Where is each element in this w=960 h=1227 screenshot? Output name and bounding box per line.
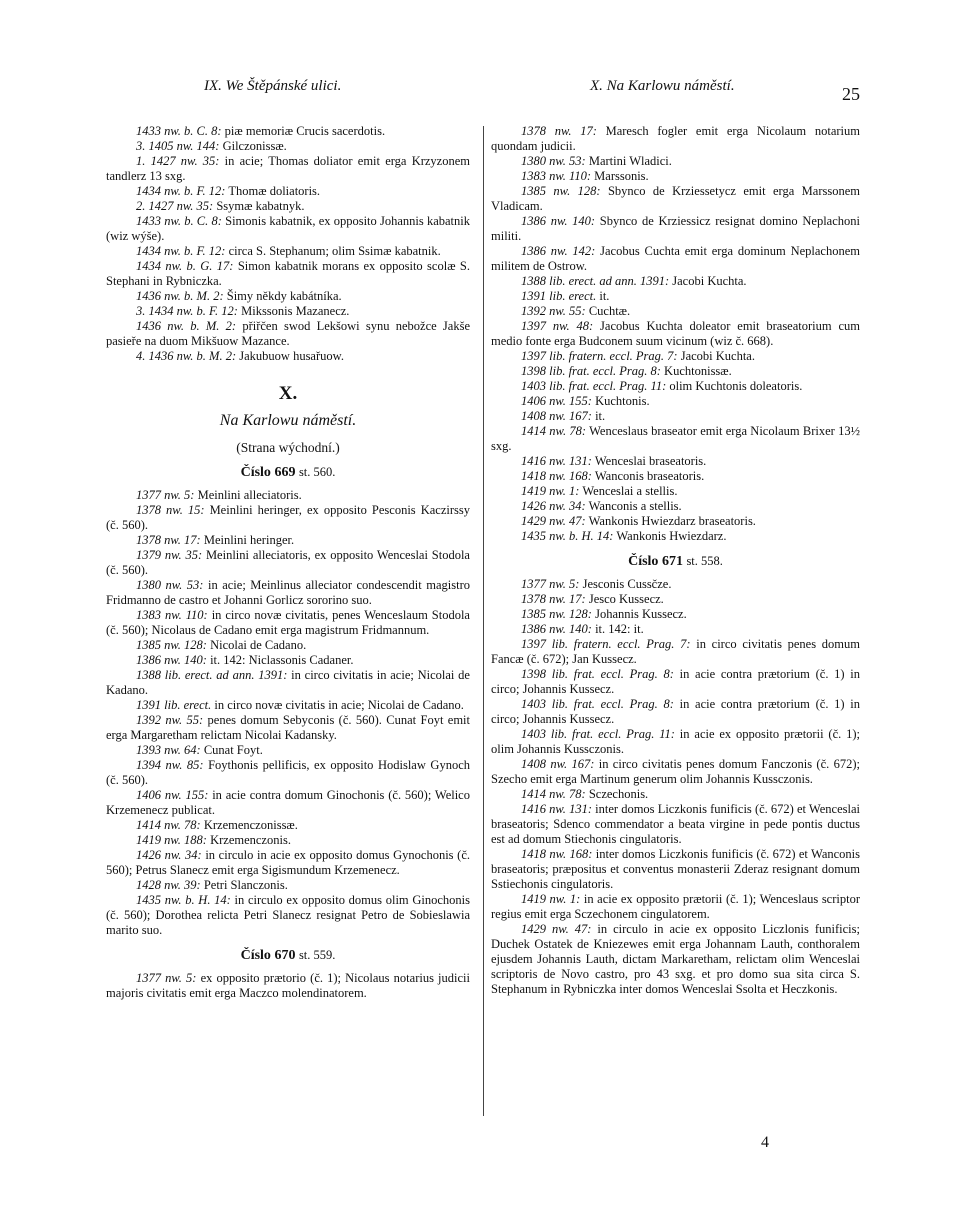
record-entry: [106, 349, 470, 364]
entry-text: Maresch fogler emit erga Nicolaum notarium quondam judicii.: [491, 124, 860, 153]
entry-text: Jakubuow husařuow.: [236, 349, 344, 363]
entry-text: Sczechonis.: [585, 787, 649, 801]
entry-text: in circulo ex opposito domus olim Ginochonis (č. 560); Dorothea relicta Petri Slanecz resignat Petro de Sobieslawia marito suo.: [106, 893, 470, 937]
entry-text: inter domos Liczkonis funificis (č. 672) et Wenceslai braseatoris; Sdenco commendator a beata virgine in pede pontis ductus est ad domum Stiechonis cingulatoris.: [491, 802, 860, 846]
record-entry: [106, 653, 470, 668]
entry-reference: 1388 lib. erect. ad ann. 1391:: [521, 274, 670, 288]
entry-text: in acie; Meinlinus alleciator condescendit magistro Fridmanno de castro et Johanni Gorlicz sororino suo.: [106, 578, 470, 607]
entry-text: in acie contra prætorium (č. 1) in circo; Johannis Kussecz.: [491, 697, 861, 726]
entry-reference: 1385 nw. 128:: [136, 638, 207, 652]
entry-reference: 1378 nw. 15:: [136, 503, 205, 517]
cislo-st: st. 558.: [686, 554, 723, 568]
entry-text: it.: [596, 289, 610, 303]
signature-mark: 4: [761, 1134, 769, 1151]
entry-text: Thomæ doliatoris.: [225, 184, 321, 198]
entry-reference: 1435 nw. b. H. 14:: [521, 529, 614, 543]
record-entry: [491, 802, 860, 847]
record-entry: [106, 788, 470, 818]
entry-reference: 1434 nw. b. F. 12:: [136, 244, 226, 258]
entry-text: Wenceslai braseatoris.: [591, 454, 707, 468]
entry-reference: 1414 nw. 78:: [521, 787, 586, 801]
entry-text: Johannis Kussecz.: [591, 607, 687, 621]
entry-text: ex opposito prætorio (č. 1); Nicolaus notarius judicii majoris civitatis emit erga Maczco molendinatorem.: [106, 971, 470, 1000]
entry-text: Jacobi Kuchta.: [669, 274, 747, 288]
entry-reference: 1392 nw. 55:: [136, 713, 204, 727]
entry-reference: 1408 nw. 167:: [521, 757, 595, 771]
entry-reference: 1434 nw. b. F. 12:: [136, 184, 226, 198]
entry-text: in acie ex opposito prætorii (č. 1); olim Johannis Kussczonis.: [491, 727, 860, 756]
entry-text: Sbynco de Krziessicz resignat domino Neplachoni militi.: [491, 214, 860, 243]
entry-reference: 1414 nw. 78:: [136, 818, 201, 832]
entry-reference: 1436 nw. b. M. 2:: [136, 319, 237, 333]
entry-reference: 1391 lib. erect.: [521, 289, 597, 303]
cislo-st: st. 560.: [298, 465, 336, 479]
entries-block-671: [491, 577, 860, 997]
entry-reference: 1386 nw. 140:: [136, 653, 207, 667]
entry-reference: 1403 lib. frat. eccl. Prag. 8:: [521, 697, 674, 711]
entry-reference: 1378 nw. 17:: [136, 533, 201, 547]
entry-text: Petri Slanczonis.: [200, 878, 288, 892]
column-rule: [483, 126, 484, 1116]
record-entry: [106, 638, 470, 653]
entry-reference: 1416 nw. 131:: [521, 454, 592, 468]
entry-text: Meinlini alleciatoris.: [194, 488, 302, 502]
left-column: [106, 124, 470, 1001]
record-entry: [491, 514, 860, 529]
entry-text: in circo novæ civitatis, penes Wenceslaum Stodola (č. 560); Nicolaus de Cadano emit erga magistrum Fridmannum.: [106, 608, 470, 637]
entry-text: Wanconis braseatoris.: [591, 469, 705, 483]
record-entry: [106, 668, 470, 698]
entry-reference: 1391 lib. erect.: [136, 698, 212, 712]
record-entry: [491, 274, 860, 289]
record-entry: [491, 592, 860, 607]
entry-text: in circo novæ civitatis in acie; Nicolai de Cadano.: [211, 698, 464, 712]
record-entry: [106, 124, 470, 139]
entry-reference: 1403 lib. frat. eccl. Prag. 11:: [521, 379, 667, 393]
entry-text: in circulo in acie ex opposito Liczlonis funificis; Duchek Ostatek de Kniezewes emit erga Johannam Lauth, conthoralem ejusdem Johannis Lauth, dictam Markaretham, relictam olim Wenceslai scriptoris de Novo castro, pro 43 sxg. et pro domo sua sita circa S. Stephanum in Rybniczka inter domos Wenceslai Ssolta et Heczkonis.: [491, 922, 860, 996]
entry-reference: 1414 nw. 78:: [521, 424, 587, 438]
entry-text: Meinlini alleciatoris, ex opposito Wenceslai Stodola (č. 560).: [106, 548, 470, 577]
record-entry: [106, 304, 470, 319]
record-entry: [491, 484, 860, 499]
section-subtitle: (Strana wýchodní.): [236, 440, 340, 455]
entry-text: in acie contra prætorium (č. 1) in circo; Johannis Kussecz.: [491, 667, 861, 696]
record-entry: [491, 154, 860, 169]
record-entry: [491, 499, 860, 514]
entry-reference: 3. 1405 nw. 144:: [136, 139, 220, 153]
entry-reference: 1428 nw. 39:: [136, 878, 201, 892]
page-number: 25: [842, 84, 860, 104]
entry-reference: 1418 nw. 168:: [521, 847, 593, 861]
entry-text: Ssymæ kabatnyk.: [213, 199, 305, 213]
entry-text: Martini Wladici.: [585, 154, 672, 168]
entry-text: Jacobi Kuchta.: [677, 349, 755, 363]
entry-reference: 1385 nw. 128:: [521, 607, 592, 621]
record-entry: [106, 259, 470, 289]
record-entry: [491, 469, 860, 484]
entry-text: Krzemenczonissæ.: [200, 818, 298, 832]
record-entry: [491, 727, 860, 757]
record-entry: [491, 379, 860, 394]
entry-reference: 2. 1427 nw. 35:: [136, 199, 214, 213]
entries-block-ix: [106, 124, 470, 364]
entry-text: Cunat Foyt.: [200, 743, 263, 757]
record-entry: [491, 637, 860, 667]
cislo-word: Číslo: [240, 948, 271, 963]
record-entry: [491, 394, 860, 409]
entry-text: Jacobus Cuchta emit erga dominum Neplachonem militem de Ostrow.: [491, 244, 860, 273]
entry-text: Jesco Kussecz.: [585, 592, 664, 606]
entry-reference: 1383 nw. 110:: [136, 608, 208, 622]
section-numeral: X.: [278, 383, 298, 404]
entry-reference: 1397 lib. fratern. eccl. Prag. 7:: [521, 349, 678, 363]
record-entry: [491, 622, 860, 637]
entry-text: Kuchtonis.: [591, 394, 650, 408]
record-entry: [106, 214, 470, 244]
cislo-word: Číslo: [240, 465, 271, 480]
cislo-number: 670: [274, 948, 296, 963]
entry-reference: 1397 nw. 48:: [521, 319, 594, 333]
entry-text: Wanconis a stellis.: [585, 499, 682, 513]
cislo-671-heading: [491, 554, 860, 569]
entry-reference: 1392 nw. 55:: [521, 304, 586, 318]
record-entry: [491, 124, 860, 154]
entry-reference: 1419 nw. 1:: [521, 484, 580, 498]
record-entry: [491, 319, 860, 349]
entry-reference: 1433 nw. b. C. 8:: [136, 214, 222, 228]
record-entry: [106, 971, 470, 1001]
record-entry: [491, 244, 860, 274]
record-entry: [491, 697, 860, 727]
entry-text: Wenceslaus braseator emit erga Nicolaum Brixer 13½ sxg.: [491, 424, 860, 453]
record-entry: [106, 289, 470, 304]
record-entry: [491, 529, 860, 544]
entry-reference: 1403 lib. frat. eccl. Prag. 11:: [521, 727, 675, 741]
record-entry: [491, 667, 860, 697]
cislo-number: 669: [274, 465, 296, 480]
entry-text: in acie; Thomas doliator emit erga Krzyzonem tandlerz 13 sxg.: [106, 154, 471, 183]
record-entry: [491, 409, 860, 424]
entry-text: Jesconis Cussčze.: [579, 577, 672, 591]
cislo-st: st. 559.: [298, 948, 336, 962]
record-entry: [491, 847, 860, 892]
entry-text: piæ memoriæ Crucis sacerdotis.: [221, 124, 386, 138]
record-entry: [491, 757, 860, 787]
entry-reference: 1388 lib. erect. ad ann. 1391:: [136, 668, 288, 682]
entry-text: it. 142: it.: [591, 622, 644, 636]
record-entry: [491, 364, 860, 379]
record-entry: [491, 424, 860, 454]
entry-text: Mikssonis Mazanecz.: [237, 304, 350, 318]
record-entry: [106, 533, 470, 548]
entry-text: přiřčen swod Lekšowi synu nebožce Jakše pasieře na duom Mikšuow Mazance.: [106, 319, 470, 348]
entry-reference: 1426 nw. 34:: [521, 499, 586, 513]
record-entry: [106, 698, 470, 713]
entry-text: Meinlini heringer, ex opposito Pesconis Kaczirssy (č. 560).: [106, 503, 470, 532]
entry-reference: 1377 nw. 5:: [136, 971, 197, 985]
entry-reference: 1377 nw. 5:: [521, 577, 580, 591]
entry-text: Wankonis Hwiezdarz.: [613, 529, 727, 543]
record-entry: [106, 893, 470, 938]
entry-reference: 1386 nw. 140:: [521, 214, 596, 228]
entry-reference: 1378 nw. 17:: [521, 124, 597, 138]
entry-text: in circulo in acie ex opposito domus Gynochonis (č. 560); Petrus Slanecz emit erga Sigismundum Krzemenecz.: [106, 848, 471, 877]
cislo-670-heading: [106, 948, 470, 963]
header-left-title: IX. We Štěpánské ulici.: [204, 78, 342, 94]
entry-reference: 1435 nw. b. H. 14:: [136, 893, 231, 907]
entries-block-670-continued: [491, 124, 860, 544]
entry-text: in circo civitatis penes domum Fancæ (č. 672); Jan Kussecz.: [491, 637, 861, 666]
record-entry: [106, 743, 470, 758]
record-entry: [106, 548, 470, 578]
running-header: [0, 78, 960, 108]
entry-reference: 1393 nw. 64:: [136, 743, 201, 757]
record-entry: [106, 818, 470, 833]
cislo-669-heading: [106, 465, 470, 480]
entry-reference: 1398 lib. frat. eccl. Prag. 8:: [521, 364, 661, 378]
entry-reference: 1408 nw. 167:: [521, 409, 592, 423]
entry-reference: 1380 nw. 53:: [521, 154, 586, 168]
section-title: Na Karlowu náměstí.: [219, 412, 357, 429]
record-entry: [106, 608, 470, 638]
record-entry: [106, 578, 470, 608]
entry-reference: 1. 1427 nw. 35:: [136, 154, 220, 168]
cislo-number: 671: [661, 554, 683, 569]
entry-reference: 1434 nw. b. G. 17:: [136, 259, 234, 273]
entry-text: in circo civitatis in acie; Nicolai de Kadano.: [106, 668, 470, 697]
entry-reference: 1377 nw. 5:: [136, 488, 195, 502]
record-entry: [106, 848, 470, 878]
record-entry: [106, 833, 470, 848]
entry-reference: 1429 nw. 47:: [521, 514, 586, 528]
record-entry: [491, 184, 860, 214]
entry-text: Wankonis Hwiezdarz braseatoris.: [585, 514, 756, 528]
entry-text: Sbynco de Krziessetycz emit erga Marssonem Vladicam.: [491, 184, 860, 213]
entry-text: in acie contra domum Ginochonis (č. 560); Welico Krzemenecz publicat.: [106, 788, 470, 817]
entry-reference: 1379 nw. 35:: [136, 548, 203, 562]
record-entry: [491, 349, 860, 364]
entry-reference: 1419 nw. 1:: [521, 892, 581, 906]
entry-reference: 1378 nw. 17:: [521, 592, 586, 606]
record-entry: [106, 713, 470, 743]
entries-block-670: [106, 971, 470, 1001]
entry-text: Simonis kabatnik, ex opposito Johannis kabatnik (wiz wýše).: [106, 214, 470, 243]
entry-text: Meinlini heringer.: [200, 533, 295, 547]
record-entry: [491, 787, 860, 802]
record-entry: [491, 922, 860, 997]
entry-reference: 1397 lib. fratern. eccl. Prag. 7:: [521, 637, 691, 651]
entry-reference: 1383 nw. 110:: [521, 169, 592, 183]
record-entry: [106, 503, 470, 533]
entry-reference: 1394 nw. 85:: [136, 758, 204, 772]
entry-text: it.: [591, 409, 606, 423]
record-entry: [491, 577, 860, 592]
entry-text: Šimy někdy kabátníka.: [223, 289, 342, 303]
entry-text: Cuchtæ.: [585, 304, 631, 318]
record-entry: [106, 154, 470, 184]
entry-reference: 1433 nw. b. C. 8:: [136, 124, 222, 138]
entry-reference: 1436 nw. b. M. 2:: [136, 289, 224, 303]
entry-reference: 1416 nw. 131:: [521, 802, 592, 816]
entry-reference: 1386 nw. 142:: [521, 244, 596, 258]
entry-reference: 1398 lib. frat. eccl. Prag. 8:: [521, 667, 674, 681]
entry-text: Kuchtonissæ.: [660, 364, 732, 378]
entry-reference: 3. 1434 nw. b. F. 12:: [136, 304, 238, 318]
entry-text: circa S. Stephanum; olim Ssimæ kabatnik.: [225, 244, 441, 258]
entry-reference: 4. 1436 nw. b. M. 2:: [136, 349, 237, 363]
entries-block-669: [106, 488, 470, 938]
right-column: [491, 124, 860, 997]
record-entry: [491, 289, 860, 304]
entry-reference: 1426 nw. 34:: [136, 848, 202, 862]
record-entry: [106, 244, 470, 259]
record-entry: [106, 758, 470, 788]
entry-reference: 1406 nw. 155:: [136, 788, 209, 802]
entry-text: Foythonis pellificis, ex opposito Hodislaw Gynoch (č. 560).: [106, 758, 470, 787]
entry-text: inter domos Liczkonis funificis (č. 672) et Wanconis braseatoris; præpositus et conventus monasterii Zderaz resignant domum Sstiechonis cingulatoris.: [491, 847, 861, 891]
record-entry: [106, 488, 470, 503]
header-right-title: X. Na Karlowu náměstí.: [590, 78, 735, 94]
entry-text: it. 142: Niclassonis Cadaner.: [206, 653, 354, 667]
record-entry: [106, 184, 470, 199]
record-entry: [491, 214, 860, 244]
entry-text: penes domum Sebyconis (č. 560). Cunat Foyt emit erga Margaretham relictam Nicolai Kadansky.: [106, 713, 471, 742]
record-entry: [491, 892, 860, 922]
record-entry: [106, 199, 470, 214]
record-entry: [491, 169, 860, 184]
entry-reference: 1429 nw. 47:: [521, 922, 592, 936]
entry-reference: 1380 nw. 53:: [136, 578, 204, 592]
entry-reference: 1419 nw. 188:: [136, 833, 207, 847]
record-entry: [106, 319, 470, 349]
record-entry: [491, 607, 860, 622]
entry-text: Marssonis.: [591, 169, 649, 183]
entry-reference: 1418 nw. 168:: [521, 469, 592, 483]
entry-reference: 1385 nw. 128:: [521, 184, 601, 198]
record-entry: [106, 878, 470, 893]
entry-text: Simon kabatnik morans ex opposito scolæ S. Stephani in Rybniczka.: [106, 259, 470, 288]
entry-text: Nicolai de Cadano.: [206, 638, 307, 652]
entry-text: in acie ex opposito prætorii (č. 1); Wenceslaus scriptor regius emit erga Sczechonem cingulatorem.: [491, 892, 861, 921]
record-entry: [491, 454, 860, 469]
record-entry: [106, 139, 470, 154]
entry-text: Gilczonissæ.: [219, 139, 287, 153]
entry-reference: 1386 nw. 140:: [521, 622, 592, 636]
entry-text: in circo civitatis penes domum Fanczonis (č. 672); Szecho emit erga Martinum generum olim Johannis Kussczonis.: [491, 757, 860, 786]
entry-text: Jacobus Kuchta doleator emit braseatorium cum medio fonte erga Budconem suum vicinum (wiz č. 668).: [491, 319, 860, 348]
entry-text: Wenceslai a stellis.: [579, 484, 678, 498]
record-entry: [491, 304, 860, 319]
entry-text: olim Kuchtonis doleatoris.: [666, 379, 803, 393]
cislo-word: Číslo: [628, 554, 659, 569]
entry-reference: 1406 nw. 155:: [521, 394, 592, 408]
entry-text: Krzemenczonis.: [206, 833, 291, 847]
